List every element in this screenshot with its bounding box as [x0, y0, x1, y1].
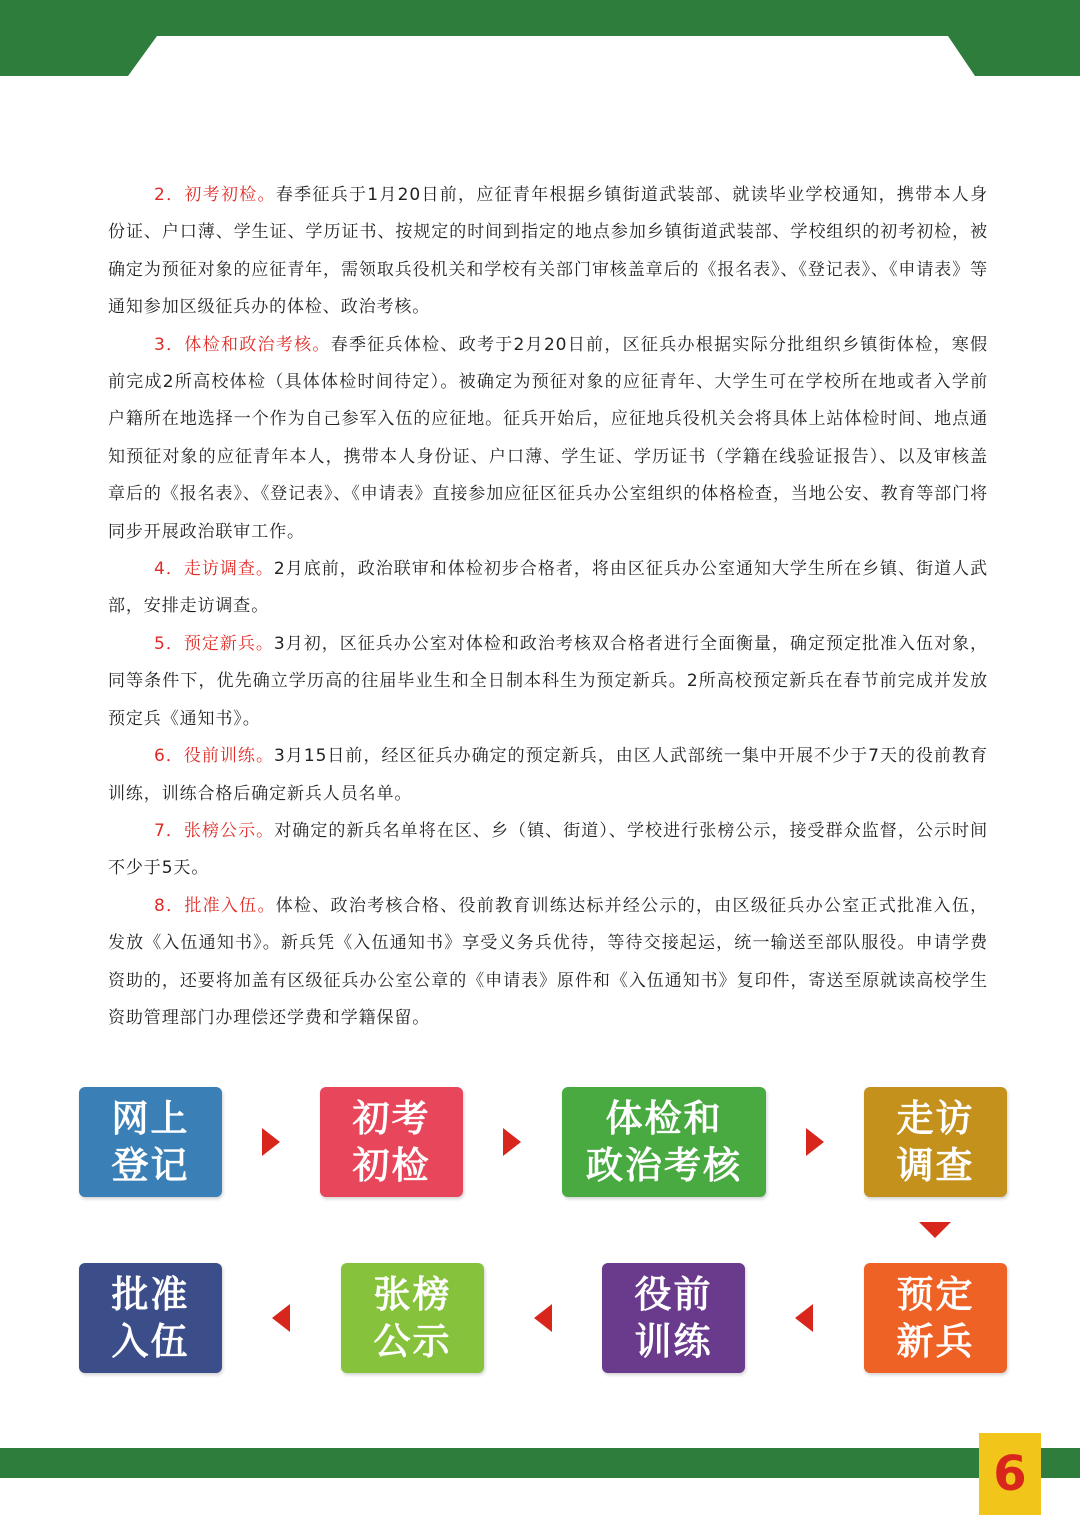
article-body [108, 177, 988, 1037]
flow-box-line2: 训练 [634, 1320, 713, 1363]
paragraph-step-8 [108, 888, 988, 1038]
arrow-right-icon [806, 1128, 824, 1156]
step-text: 体检、政治考核合格、役前教育训练达标并经公示的，由区级征兵办公室正式批准入伍，发放《入伍通知书》。新兵凭《入伍通知书》享受义务兵优待，等待交接起运，统一输送至部队服役。申请学费资助的，还要将加盖有区级征兵办公室公章的《申请表》原件和《入伍通知书》复印件，寄送至原就读高校学生资助管理部门办理偿还学费和学籍保留。 [108, 895, 988, 1028]
paragraph-step-5 [108, 626, 988, 738]
step-text: 对确定的新兵名单将在区、乡（镇、街道）、学校进行张榜公示，接受群众监督，公示时间不少于5天。 [108, 820, 989, 879]
arrow-left-icon [795, 1304, 813, 1332]
paragraph-step-2 [108, 177, 988, 327]
flow-box-line2: 政治考核 [586, 1144, 742, 1187]
step-heading: 8．批准入伍。 [154, 895, 276, 916]
flow-box-physical-political [562, 1087, 766, 1197]
flow-box-reserve-recruit [864, 1263, 1007, 1373]
flow-box-enlistment-approval [79, 1263, 222, 1373]
step-heading: 7．张榜公示。 [154, 820, 275, 841]
paragraph-step-6 [108, 738, 988, 813]
flow-box-initial-check [320, 1087, 463, 1197]
flow-box-line2: 入伍 [111, 1320, 190, 1363]
step-text: 2月底前，政治联审和体检初步合格者，将由区征兵办公室通知大学生所在乡镇、街道人武部，安排走访调查。 [108, 559, 988, 617]
flow-box-line1: 预定 [896, 1273, 975, 1316]
paragraph-step-7 [108, 813, 988, 888]
flow-box-visit-survey [864, 1087, 1007, 1197]
flow-box-line1: 张榜 [373, 1273, 452, 1316]
step-text: 春季征兵体检、政考于2月20日前，区征兵办根据实际分批组织乡镇街体检，寒假前完成2所高校体检（具体体检时间待定）。被确定为预征对象的应征青年、大学生可在学校所在地或者入学前户籍所在地选择一个作为自己参军入伍的应征地。征兵开始后，应征地兵役机关会将具体上站体检时间、地点通知预征对象的应征青年本人，携带本人身份证、户口薄、学生证、学历证书（学籍在线验证报告）、以及审核盖章后的《报名表》、《登记表》、《申请表》直接参加应征区征兵办公室组织的体格检查，当地公安、教育等部门将同步开展政治联审工作。 [108, 334, 988, 542]
arrow-left-icon [272, 1304, 290, 1332]
arrow-down-icon [919, 1222, 951, 1238]
flow-box-line2: 初检 [352, 1144, 431, 1187]
arrow-left-icon [534, 1304, 552, 1332]
flow-box-line1: 网上 [111, 1097, 190, 1140]
step-heading: 2．初考初检。 [154, 185, 276, 205]
paragraph-step-4 [108, 551, 988, 626]
flow-box-pre-service-training [602, 1263, 745, 1373]
flow-box-line1: 初考 [352, 1097, 431, 1140]
step-text: 3月15日前，经区征兵办确定的预定新兵，由区人武部统一集中开展不少于7天的役前教育训练，训练合格后确定新兵人员名单。 [108, 746, 988, 804]
flow-box-line2: 登记 [111, 1144, 190, 1187]
page-number-badge: 6 [979, 1433, 1041, 1515]
flow-box-line1: 役前 [634, 1273, 713, 1316]
top-green-band [0, 0, 1080, 76]
step-heading: 4．走访调查。 [154, 559, 274, 580]
flow-box-line1: 走访 [896, 1097, 975, 1140]
flow-box-line2: 调查 [896, 1144, 975, 1187]
flow-box-line2: 新兵 [896, 1320, 975, 1363]
step-heading: 5．预定新兵。 [154, 633, 274, 654]
flow-box-line1: 批准 [111, 1273, 190, 1316]
paragraph-step-3 [108, 327, 988, 551]
step-text: 3月初，区征兵办公室对体检和政治考核双合格者进行全面衡量，确定预定批准入伍对象，同等条件下，优先确立学历高的往届毕业生和全日制本科生为预定新兵。2所高校预定新兵在春节前完成并发放预定兵《通知书》。 [108, 633, 988, 729]
flow-box-public-notice [341, 1263, 484, 1373]
step-text: 春季征兵于1月20日前，应征青年根据乡镇街道武装部、就读毕业学校通知，携带本人身份证、户口薄、学生证、学历证书、按规定的时间到指定的地点参加乡镇街道武装部、学校组织的初考初检，被确定为预征对象的应征青年，需领取兵役机关和学校有关部门审核盖章后的《报名表》、《登记表》、《申请表》等通知参加区级征兵办的体检、政治考核。 [108, 185, 988, 318]
arrow-right-icon [503, 1128, 521, 1156]
step-heading: 6．役前训练。 [154, 746, 274, 767]
bottom-green-band [0, 1448, 1080, 1478]
arrow-right-icon [262, 1128, 280, 1156]
flow-box-online-registration [79, 1087, 222, 1197]
flow-box-line2: 公示 [373, 1320, 452, 1363]
step-heading: 3．体检和政治考核。 [154, 334, 331, 355]
flow-box-line1: 体检和 [605, 1097, 723, 1140]
